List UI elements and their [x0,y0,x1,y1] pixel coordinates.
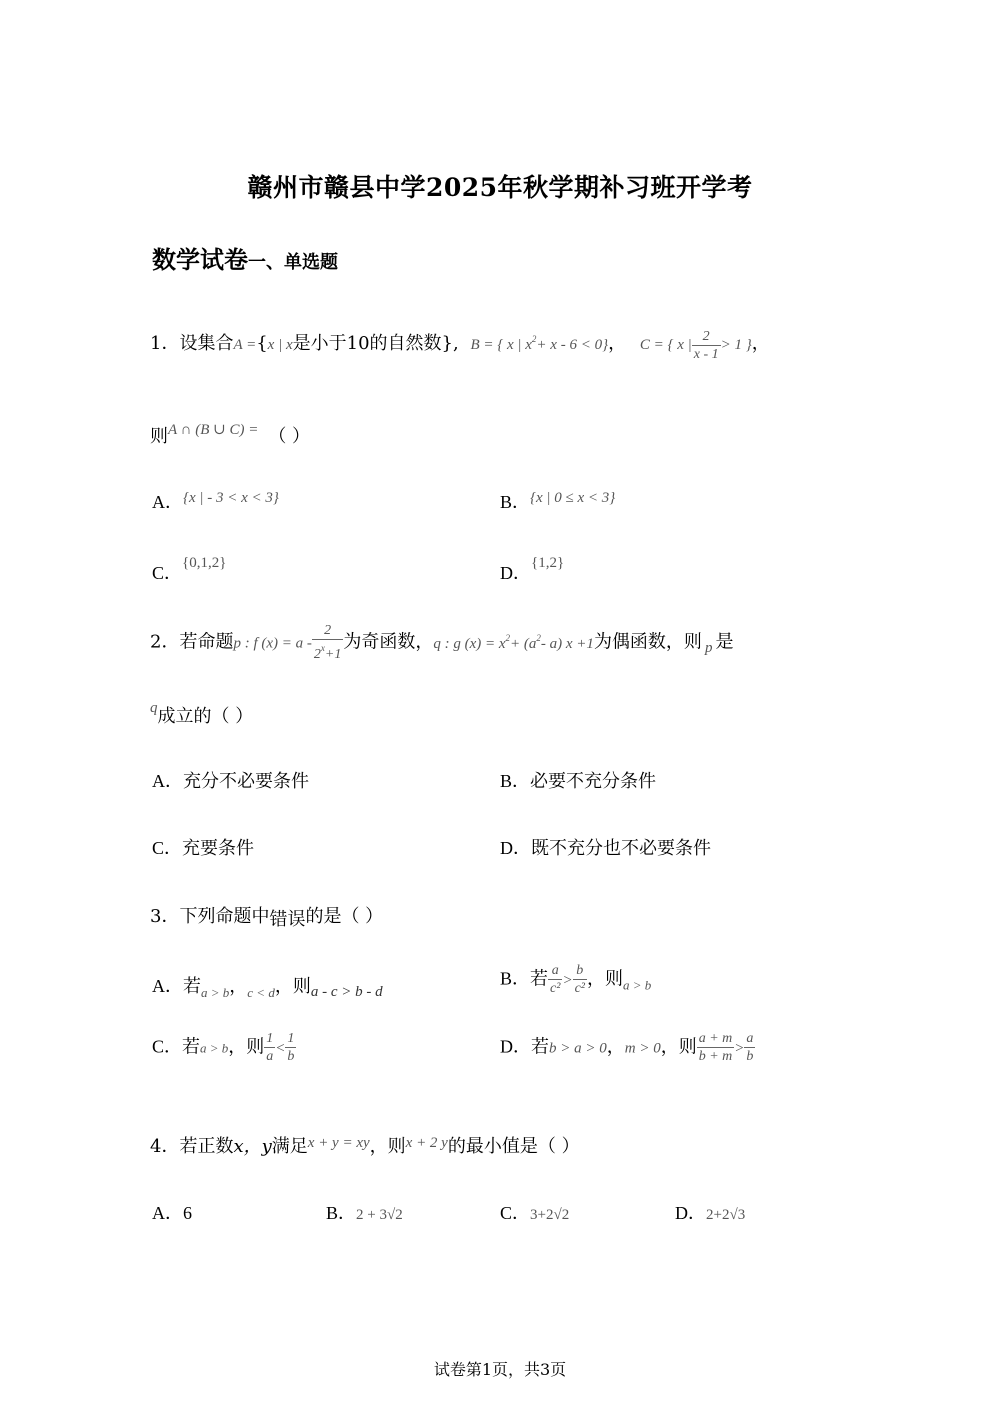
question-2-line-2 [150,700,253,728]
q3-option-c[interactable] [152,1030,296,1065]
fraction-num: 1 [266,1031,274,1046]
fraction-num: a + m [698,1031,733,1046]
q2-p-fraction [312,622,343,663]
condition-2: m > 0 [624,1040,661,1057]
condition-1: a > b [200,1040,229,1056]
q1-set-c-left: C = { x | [639,336,692,353]
question-1-line-2 [150,420,310,448]
q2-is: 是 [715,631,734,653]
option-label: B． [500,968,531,989]
fraction-num: a [551,963,559,978]
condition-2: c < d [247,985,275,1000]
option-value: 2 + 3√2 [356,1207,403,1223]
comparator: > [562,972,573,989]
comparator: > [734,1040,745,1057]
q1-option-d[interactable] [500,555,564,585]
q2-q-var: q [150,700,158,716]
q1-set-a-cond: x | x [267,336,293,353]
result: a - c > b - d [310,984,383,1000]
q2-q-text: 为偶函数，则 [593,631,702,653]
option-label: D． [500,838,531,858]
option-value: {x | - 3 < x < 3} [183,490,279,506]
q1-set-c-right: > 1 } [720,336,752,353]
fraction-den: c² [574,981,585,996]
q1-set-b-head: B = { x | x [470,336,532,353]
q2-option-c[interactable] [152,834,254,860]
q2-prefix: 2．若命题 [150,631,234,653]
q3-option-d[interactable] [500,1030,755,1065]
option-value: 充分不必要条件 [183,771,309,792]
q4-vars: x，y [233,1136,272,1157]
fraction-2 [573,962,587,997]
q2-p-expr: p : f (x) = a - [233,635,312,652]
q2-p-var: p [704,639,713,656]
q2-q-exp-1: 2 [505,632,511,643]
q1-prefix: 1．设集合 [150,332,234,354]
q4-option-a[interactable] [152,1199,192,1225]
q1-answer-paren: （ ） [268,426,311,447]
then-word: ，则 [586,968,623,990]
fraction-den: b + m [698,1049,733,1064]
option-label: D． [500,1036,531,1057]
q2-p-den-exp: x [320,643,325,653]
fraction-num: 1 [287,1031,295,1046]
q2-q-mid: + (a [510,635,537,652]
option-label: D． [500,563,531,583]
fraction-den: c² [550,981,561,996]
if-word: 若 [531,1036,549,1058]
q4-satisfy: 满足 [271,1136,308,1157]
q2-p-text: 为奇函数， [343,631,434,653]
q2-q-expr [433,632,594,652]
q4-then: ，则 [369,1136,406,1157]
fraction-den: b [746,1049,754,1064]
separator: ， [229,976,248,997]
q3-prefix: 3．下列命题中 [150,906,270,927]
section-heading: 一、单选题 [248,252,338,273]
option-value: 既不充分也不必要条件 [531,838,711,859]
q1-option-b[interactable] [500,488,615,514]
q1-set-c-num: 2 [702,329,710,344]
q2-p-den [312,639,343,663]
q3-emphasis: 错误 [269,909,306,930]
condition-1: b > a > 0 [549,1040,607,1057]
option-label: C． [500,1203,531,1223]
option-label: C． [152,838,183,858]
option-label: B． [500,771,531,791]
q1-comma-2: ， [751,332,770,354]
q2-option-b[interactable] [500,767,656,793]
result: a > b [622,977,652,993]
q1-then: 则 [150,426,168,447]
question-3-stem [150,902,383,931]
option-value: 充要条件 [182,838,255,859]
option-value: {x | 0 ≤ x < 3} [530,490,616,506]
option-value: 必要不充分条件 [530,771,657,792]
fraction-num: b [576,963,584,978]
subtitle-main: 数学试卷 [152,245,248,274]
question-4-stem [150,1132,580,1158]
option-value: {0,1,2} [182,555,227,571]
q4-option-b[interactable] [326,1199,403,1225]
fraction-1 [264,1030,275,1065]
q2-q-expr-head: q : g (x) = x [433,635,506,652]
exam-subtitle [152,240,338,275]
option-value: 2+2√3 [706,1207,746,1223]
page-footer: 试卷第1页，共3页 [433,1360,567,1379]
q2-line2-text: 成立的（ ） [157,706,254,727]
option-label: A． [152,771,183,791]
q4-option-c[interactable] [500,1199,569,1225]
q1-set-a-open: { [256,332,268,354]
option-label: B． [326,1203,357,1223]
fraction-num: a [746,1031,754,1046]
fraction-den: b [287,1049,295,1064]
then-word: ，则 [660,1036,697,1058]
q2-option-a[interactable] [152,767,309,793]
fraction-2 [285,1030,296,1065]
q1-option-a[interactable] [152,488,279,514]
option-label: D． [675,1203,706,1223]
then-word: ，则 [274,976,311,997]
comparator: < [275,1040,286,1057]
q1-option-c[interactable] [152,555,226,585]
question-2-stem [150,622,733,663]
separator: ， [606,1036,625,1058]
q4-expression: x + 2 y [405,1135,448,1151]
fraction-1 [548,962,562,997]
q2-option-d[interactable] [500,834,711,860]
q1-comma-1: ， [608,332,627,354]
fraction-2 [744,1030,755,1065]
if-word: 若 [182,1036,201,1058]
option-label: A． [152,492,183,512]
option-label: B． [500,492,531,512]
option-value: 6 [183,1203,192,1223]
condition-1: a > b [201,985,230,1000]
q4-suffix: 的最小值是（ ） [447,1136,580,1157]
then-word: ，则 [228,1036,265,1058]
q1-set-a-lhs: A = [233,336,257,353]
option-value: 3+2√2 [530,1207,570,1223]
q1-set-b [470,333,609,353]
q2-p-den-base: 2 [313,647,321,662]
q1-expression: A ∩ (B ∪ C) = [168,422,259,438]
option-label: C． [152,1036,183,1057]
q4-condition: x + y = xy [307,1135,370,1151]
option-label: A． [152,976,183,996]
q1-set-b-rest: + x - 6 < 0} [536,336,609,353]
q3-suffix: 的是（ ） [305,906,384,927]
q4-prefix: 4．若正数 [150,1136,234,1157]
q2-q-rest: - a) x +1 [540,635,594,652]
q2-p-den-rest: +1 [324,647,342,662]
q3-option-b[interactable] [500,962,651,997]
q1-set-c-fraction [692,328,721,363]
q1-set-b-exp: 2 [531,333,537,344]
q1-set-a-text: 是小于10的自然数}, [292,332,459,354]
q2-p-num: 2 [324,623,332,638]
fraction-den: a [266,1049,274,1064]
option-value: {1,2} [531,555,565,571]
if-word: 若 [183,976,201,997]
exam-title: 赣州市赣县中学2025年秋学期补习班开学考 [247,173,753,202]
question-1-stem [150,328,770,363]
q4-option-d[interactable] [675,1199,745,1225]
if-word: 若 [530,968,549,990]
q3-option-a[interactable] [152,972,383,1001]
q1-set-c-den: x - 1 [693,347,719,362]
option-label: A． [152,1203,183,1223]
q2-q-exp-2: 2 [536,632,541,643]
option-label: C． [152,563,183,583]
fraction-1 [697,1030,735,1065]
q1-set-c [639,329,752,362]
